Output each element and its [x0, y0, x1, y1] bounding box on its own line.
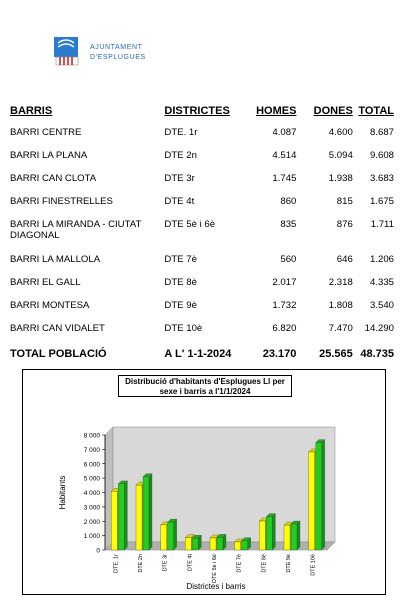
bar-chart [23, 370, 385, 594]
dones-cell: 7.470 [328, 323, 353, 334]
barri-cell: BARRI CAN VIDALET [10, 323, 105, 334]
org-line1: AJUNTAMENT [90, 44, 143, 51]
bar-side [297, 521, 300, 550]
bar-side [149, 474, 152, 550]
table-row [10, 127, 394, 150]
dones-cell: 876 [336, 219, 353, 230]
municipal-logo-icon [52, 33, 88, 69]
bar [161, 525, 167, 550]
homes-cell: 1.732 [272, 300, 297, 311]
header-homes: HOMES [256, 105, 297, 117]
barri-cell: BARRI MONTESA [10, 300, 90, 311]
total-cell: 9.608 [369, 150, 394, 161]
total-cell: 14.290 [364, 323, 394, 334]
homes-cell: 560 [280, 254, 297, 265]
table-row [10, 277, 394, 300]
x-tick-label: DTE 9è [286, 554, 292, 573]
y-tick-label: 7 000 [83, 446, 100, 454]
barri-cell: BARRI FINESTRELLES [10, 196, 113, 207]
total-date: A L' 1-1-2024 [164, 348, 232, 360]
bar [235, 542, 241, 550]
barri-cell: BARRI LA PLANA [10, 150, 88, 161]
org-line2: D'ESPLUGUES [90, 54, 146, 61]
districte-cell: DTE 9è [164, 300, 197, 311]
bar [259, 521, 265, 550]
org-name [90, 43, 146, 63]
dones-cell: 1.808 [328, 300, 353, 311]
bar [309, 452, 315, 550]
bar [284, 525, 290, 550]
y-tick-label: 4 000 [83, 490, 100, 497]
y-tick-label: 8 000 [83, 432, 100, 440]
total-cell: 3.683 [369, 173, 394, 184]
x-tick-label: DTE 8è [261, 554, 268, 573]
chart-frame [22, 369, 386, 595]
bar [192, 538, 198, 550]
bar [118, 484, 124, 550]
dones-cell: 815 [336, 196, 353, 207]
bar [185, 538, 191, 550]
bar [168, 522, 174, 550]
bar [111, 491, 117, 550]
table-row [10, 219, 394, 254]
bar [143, 477, 149, 550]
districte-cell: DTE 8è [164, 277, 197, 288]
total-cell: 4.335 [369, 277, 394, 288]
homes-cell: 835 [280, 219, 297, 230]
bar [217, 537, 223, 550]
districte-cell: DTE 3r [164, 173, 195, 184]
dones-cell: 646 [336, 254, 353, 265]
bar-side [124, 481, 127, 550]
bar [136, 485, 142, 550]
total-cell: 1.206 [369, 254, 394, 265]
total-homes: 23.170 [262, 348, 297, 360]
bar-side [272, 514, 275, 550]
districte-cell: DTE 5è i 6è [164, 219, 216, 230]
x-tick-label: DTE 3r [162, 554, 169, 572]
y-axis-label: Habitants [58, 475, 67, 510]
table-row [10, 173, 394, 196]
districte-cell: DTE. 1r [164, 127, 198, 138]
chart-title: Distribució d'habitants d'Esplugues Ll per sexe i barris a l'1/1/2024 [118, 375, 292, 397]
total-label: TOTAL POBLACIÓ [10, 348, 107, 360]
bar [266, 517, 272, 550]
homes-cell: 860 [280, 196, 297, 207]
homes-cell: 6.820 [272, 323, 297, 334]
y-tick-label: 0 [96, 547, 100, 555]
x-axis-label: Districtes i barris [186, 582, 246, 591]
homes-cell: 4.514 [272, 150, 297, 161]
y-tick-label: 1 000 [83, 533, 100, 541]
x-tick-label: DTE 4t [187, 554, 194, 572]
dones-cell: 5.094 [328, 150, 353, 161]
dones-cell: 4.600 [328, 127, 353, 138]
header-total: TOTAL [358, 105, 394, 117]
districte-cell: DTE 2n [164, 150, 197, 161]
population-table [10, 103, 394, 360]
districte-cell: DTE 7è [164, 254, 197, 265]
table-row [10, 323, 394, 346]
barri-cell: BARRI EL GALL [10, 277, 81, 288]
homes-cell: 2.017 [272, 277, 297, 288]
x-tick-label: DTE 2n [138, 554, 144, 573]
barri-cell: BARRI CAN CLOTA [10, 173, 97, 184]
y-tick-label: 6 000 [83, 461, 100, 469]
header-dones: DONES [313, 105, 353, 117]
bar [210, 538, 216, 550]
total-cell: 3.540 [369, 300, 394, 311]
y-tick-label: 5 000 [83, 475, 100, 483]
dones-cell: 1.938 [328, 173, 353, 184]
total-cell: 1.675 [369, 196, 394, 207]
y-tick-label: 2 000 [83, 518, 100, 526]
total-cell: 1.711 [370, 219, 394, 230]
total-cell: 8.687 [369, 127, 394, 138]
bar [316, 443, 322, 550]
districte-cell: DTE 10è [164, 323, 203, 334]
x-tick-label: DTE 10è [310, 554, 317, 576]
table-row [10, 196, 394, 219]
x-tick-label: DTE 5è i 6è [212, 554, 218, 584]
total-dones: 25.565 [319, 348, 353, 360]
total-row [10, 346, 394, 360]
bar-side [322, 440, 325, 550]
homes-cell: 1.745 [272, 173, 297, 184]
y-tick-label: 3 000 [83, 504, 100, 512]
bar [242, 541, 248, 550]
homes-cell: 4.087 [272, 127, 297, 138]
bar [291, 524, 297, 550]
barri-cell: BARRI CENTRE [10, 127, 82, 138]
x-tick-label: DTE 7è [236, 554, 243, 573]
table-row [10, 150, 394, 173]
table-row [10, 254, 394, 277]
table-row [10, 300, 394, 323]
total-total: 48.735 [360, 348, 394, 360]
table-header-row [10, 103, 394, 119]
dones-cell: 2.318 [328, 277, 353, 288]
header-barris: BARRIS [10, 105, 53, 117]
header-districtes: DISTRICTES [164, 105, 230, 117]
districte-cell: DTE 4t [164, 196, 195, 207]
x-tick-label: DTE. 1r [113, 554, 120, 573]
barri-cell: BARRI LA MIRANDA - CIUTAT DIAGONAL [10, 219, 142, 241]
barri-cell: BARRI LA MALLOLA [10, 254, 101, 265]
bar-side [174, 519, 177, 550]
